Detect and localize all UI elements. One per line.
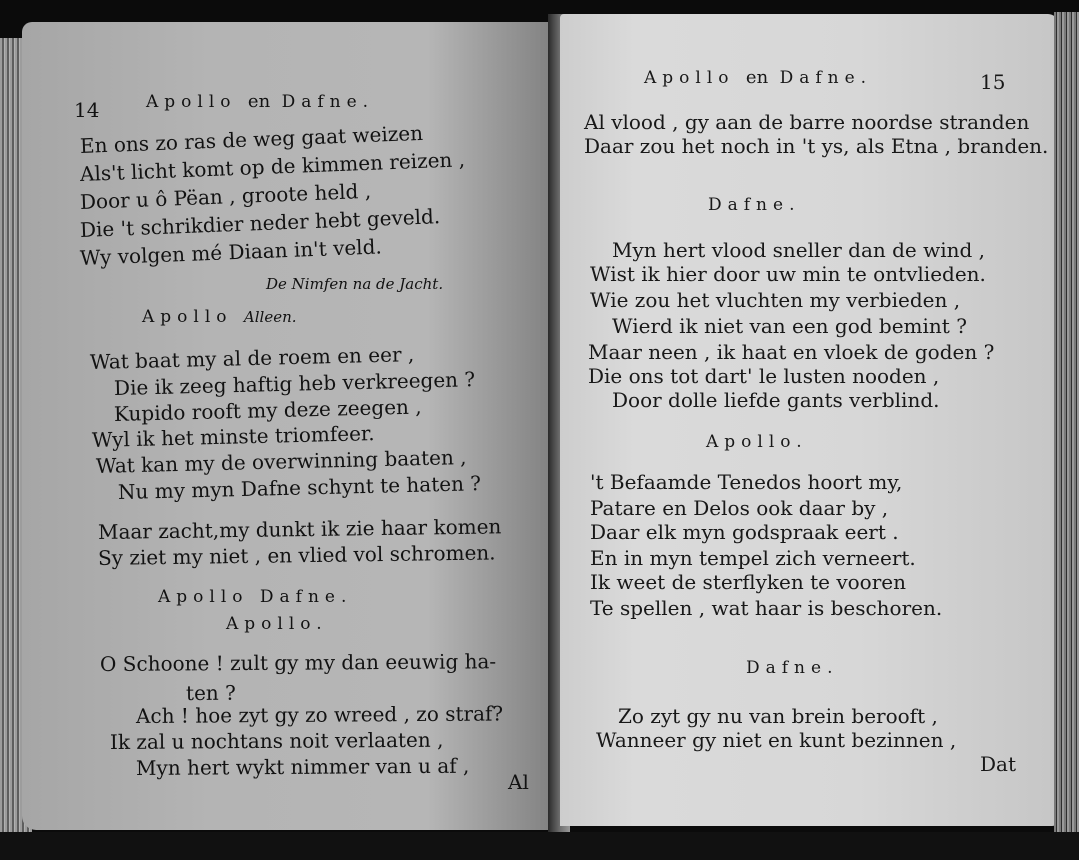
left-running-head: Apollo en Dafne. bbox=[146, 91, 375, 112]
verse-line: Wat kan my de overwinning baaten , bbox=[95, 444, 467, 478]
verse-line: Door dolle liefde gants verblind. bbox=[612, 388, 940, 412]
table-shadow bbox=[0, 832, 1079, 860]
speaker-heading: Dafne. bbox=[708, 195, 801, 215]
verse-line: Wist ik hier door uw min te ontvlieden. bbox=[590, 262, 986, 286]
right-page-edges bbox=[1054, 12, 1079, 836]
verse-line: Wierd ik niet van een god bemint ? bbox=[612, 314, 967, 338]
verse-line: Nu my myn Dafne schynt te haten ? bbox=[117, 471, 482, 504]
verse-line: Wie zou het vluchten my verbieden , bbox=[590, 288, 961, 312]
verse-line: ten ? bbox=[185, 680, 236, 705]
scene-heading: Apollo Dafne. bbox=[158, 587, 353, 607]
verse-line: Wy volgen mé Diaan in't veld. bbox=[79, 234, 383, 270]
speaker-heading: Dafne. bbox=[746, 658, 839, 678]
right-running-head: Apollo en Dafne. bbox=[644, 67, 873, 88]
verse-line: O Schoone ! zult gy my dan eeuwig ha- bbox=[99, 649, 497, 676]
speaker-heading: Apollo Alleen. bbox=[142, 307, 297, 327]
speaker-heading: Apollo. bbox=[706, 432, 808, 452]
verse-line: Sy ziet my niet , en vlied vol schromen. bbox=[97, 540, 496, 570]
catchword: Dat bbox=[980, 752, 1016, 776]
verse-line: Al vlood , gy aan de barre noordse stranden bbox=[584, 110, 1030, 134]
verse-line: 't Befaamde Tenedos hoort my, bbox=[590, 470, 903, 494]
stage-direction: De Nimfen na de Jacht. bbox=[266, 275, 444, 293]
verse-line: Als't licht komt op de kimmen reizen , bbox=[79, 147, 466, 186]
right-page-number: 15 bbox=[980, 70, 1006, 94]
verse-line: En in myn tempel zich verneert. bbox=[590, 546, 916, 570]
verse-line: Te spellen , wat haar is beschoren. bbox=[590, 596, 943, 620]
speaker-heading: Apollo. bbox=[226, 614, 328, 634]
verse-line: Ach ! hoe zyt gy zo wreed , zo straf? bbox=[135, 701, 504, 728]
left-page-number: 14 bbox=[74, 98, 100, 122]
verse-line: Die ons tot dart' le lusten nooden , bbox=[588, 364, 940, 388]
verse-line: Zo zyt gy nu van brein berooft , bbox=[618, 704, 938, 728]
verse-line: Wanneer gy niet en kunt bezinnen , bbox=[596, 728, 957, 752]
verse-line: Ik zal u nochtans noit verlaaten , bbox=[109, 727, 444, 754]
verse-line: Myn hert wykt nimmer van u af , bbox=[135, 753, 470, 780]
verse-line: Wat baat my al de roem en eer , bbox=[89, 342, 415, 374]
verse-line: Maar zacht,my dunkt ik zie haar komen bbox=[97, 514, 502, 544]
verse-line: Ik weet de sterflyken te vooren bbox=[590, 570, 906, 594]
verse-line: Die 't schrikdier neder hebt geveld. bbox=[79, 204, 441, 242]
verse-line: Daar elk myn godspraak eert . bbox=[590, 520, 899, 544]
verse-line: Maar neen , ik haat en vloek de goden ? bbox=[588, 340, 995, 364]
verse-line: Patare en Delos ook daar by , bbox=[590, 496, 889, 520]
verse-line: Daar zou het noch in 't ys, als Etna , branden. bbox=[584, 134, 1049, 158]
catchword: Al bbox=[508, 770, 529, 794]
verse-line: Door u ô Pëan , groote held , bbox=[79, 178, 372, 214]
verse-line: Myn hert vlood sneller dan de wind , bbox=[612, 238, 986, 262]
verse-line: Kupido rooft my deze zeegen , bbox=[113, 394, 422, 426]
verse-line: Die ik zeeg haftig heb verkreegen ? bbox=[113, 367, 476, 400]
verse-line: En ons zo ras de weg gaat weizen bbox=[79, 120, 424, 158]
verse-line: Wyl ik het minste triomfeer. bbox=[91, 421, 375, 452]
